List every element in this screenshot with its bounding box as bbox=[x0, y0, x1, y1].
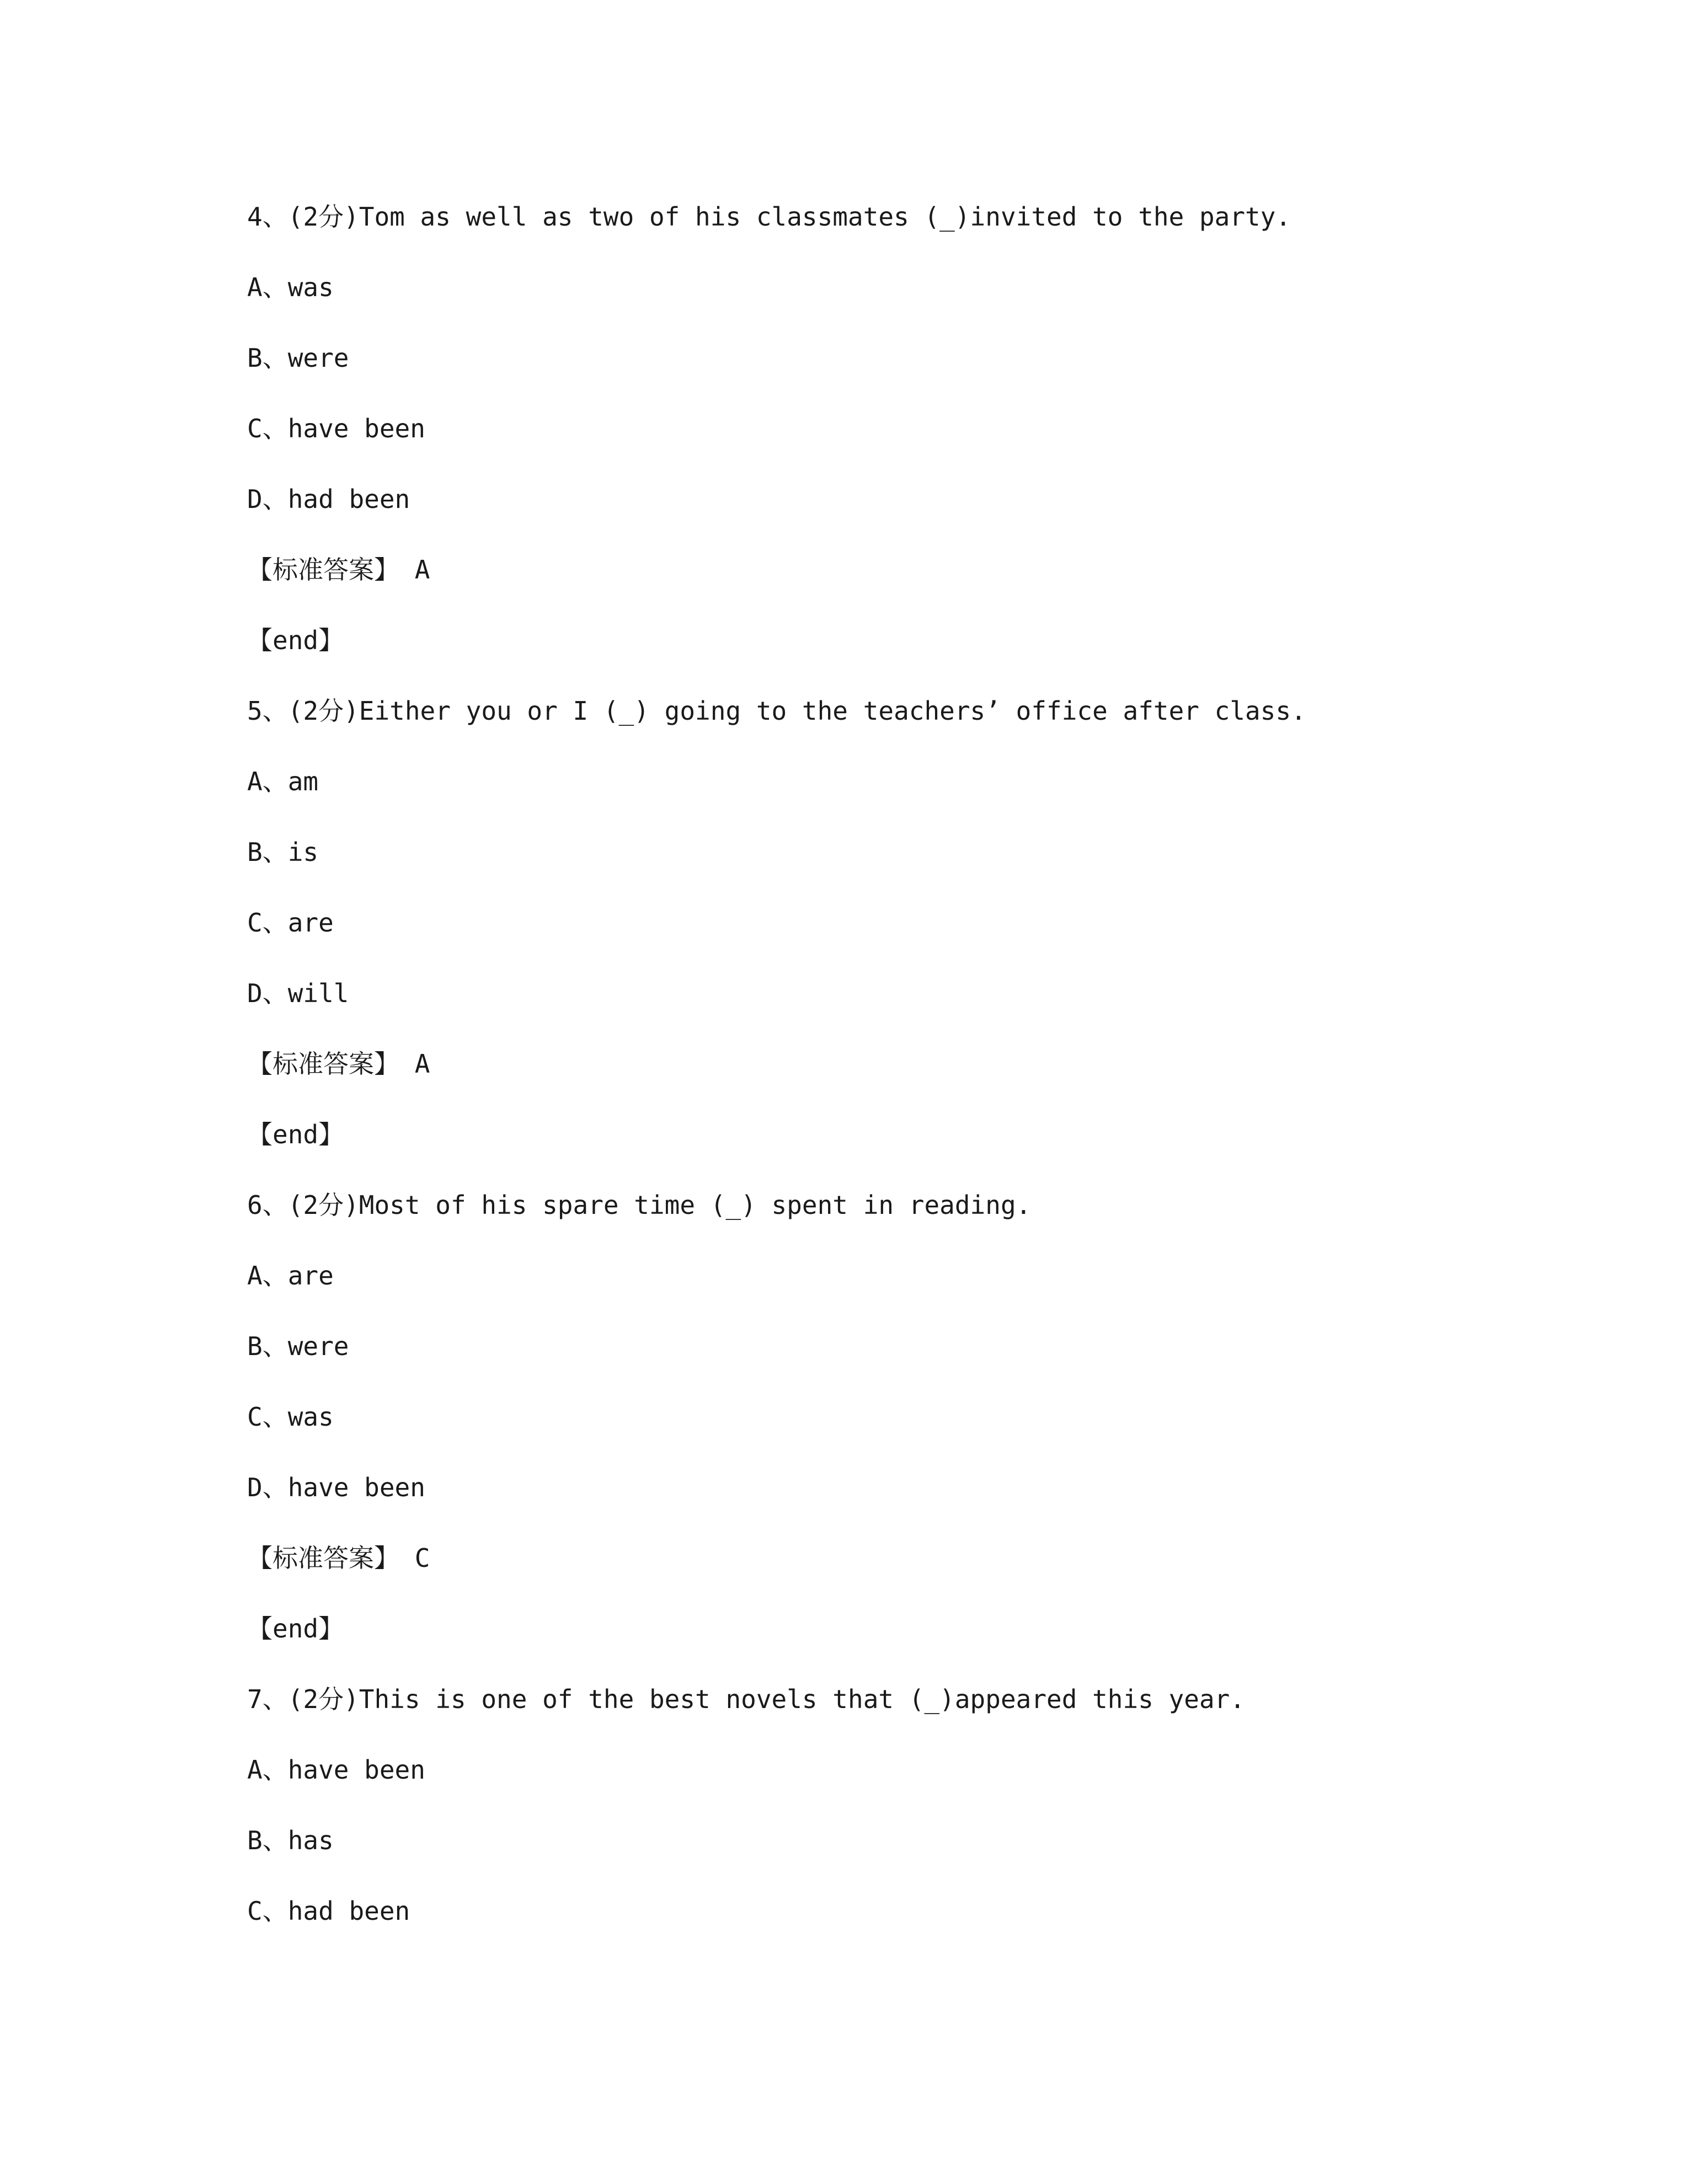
question-5-end: 【end】 bbox=[247, 1120, 344, 1149]
question-6-option-d: D、have been bbox=[247, 1473, 425, 1502]
question-4-stem: 4、(2分)Tom as well as two of his classmates (_)invited to the party. bbox=[247, 202, 1291, 232]
question-5-option-b: B、is bbox=[247, 837, 319, 867]
question-7-option-c: C、had been bbox=[247, 1896, 410, 1926]
question-6-answer: 【标准答案】 C bbox=[247, 1543, 430, 1573]
question-4-option-d: D、had been bbox=[247, 484, 410, 514]
question-7-option-b: B、has bbox=[247, 1826, 334, 1855]
question-5-option-c: C、are bbox=[247, 908, 334, 938]
question-6-option-b: B、were bbox=[247, 1331, 349, 1361]
question-7-option-a: A、have been bbox=[247, 1755, 425, 1785]
question-6-end: 【end】 bbox=[247, 1614, 344, 1644]
question-4-option-a: A、was bbox=[247, 272, 334, 302]
question-6-option-c: C、was bbox=[247, 1402, 334, 1432]
question-5-option-a: A、am bbox=[247, 767, 319, 796]
question-4-option-b: B、were bbox=[247, 343, 349, 373]
question-4-option-c: C、have been bbox=[247, 414, 425, 443]
question-6-stem: 6、(2分)Most of his spare time (_) spent in reading. bbox=[247, 1190, 1032, 1220]
question-7-stem: 7、(2分)This is one of the best novels that (_)appeared this year. bbox=[247, 1684, 1246, 1714]
question-5-stem: 5、(2分)Either you or I (_) going to the teachers’ office after class. bbox=[247, 696, 1306, 726]
question-6-option-a: A、are bbox=[247, 1261, 334, 1291]
question-4-end: 【end】 bbox=[247, 625, 344, 655]
question-4-answer: 【标准答案】 A bbox=[247, 555, 430, 585]
question-5-answer: 【标准答案】 A bbox=[247, 1049, 430, 1079]
question-5-option-d: D、will bbox=[247, 978, 349, 1008]
